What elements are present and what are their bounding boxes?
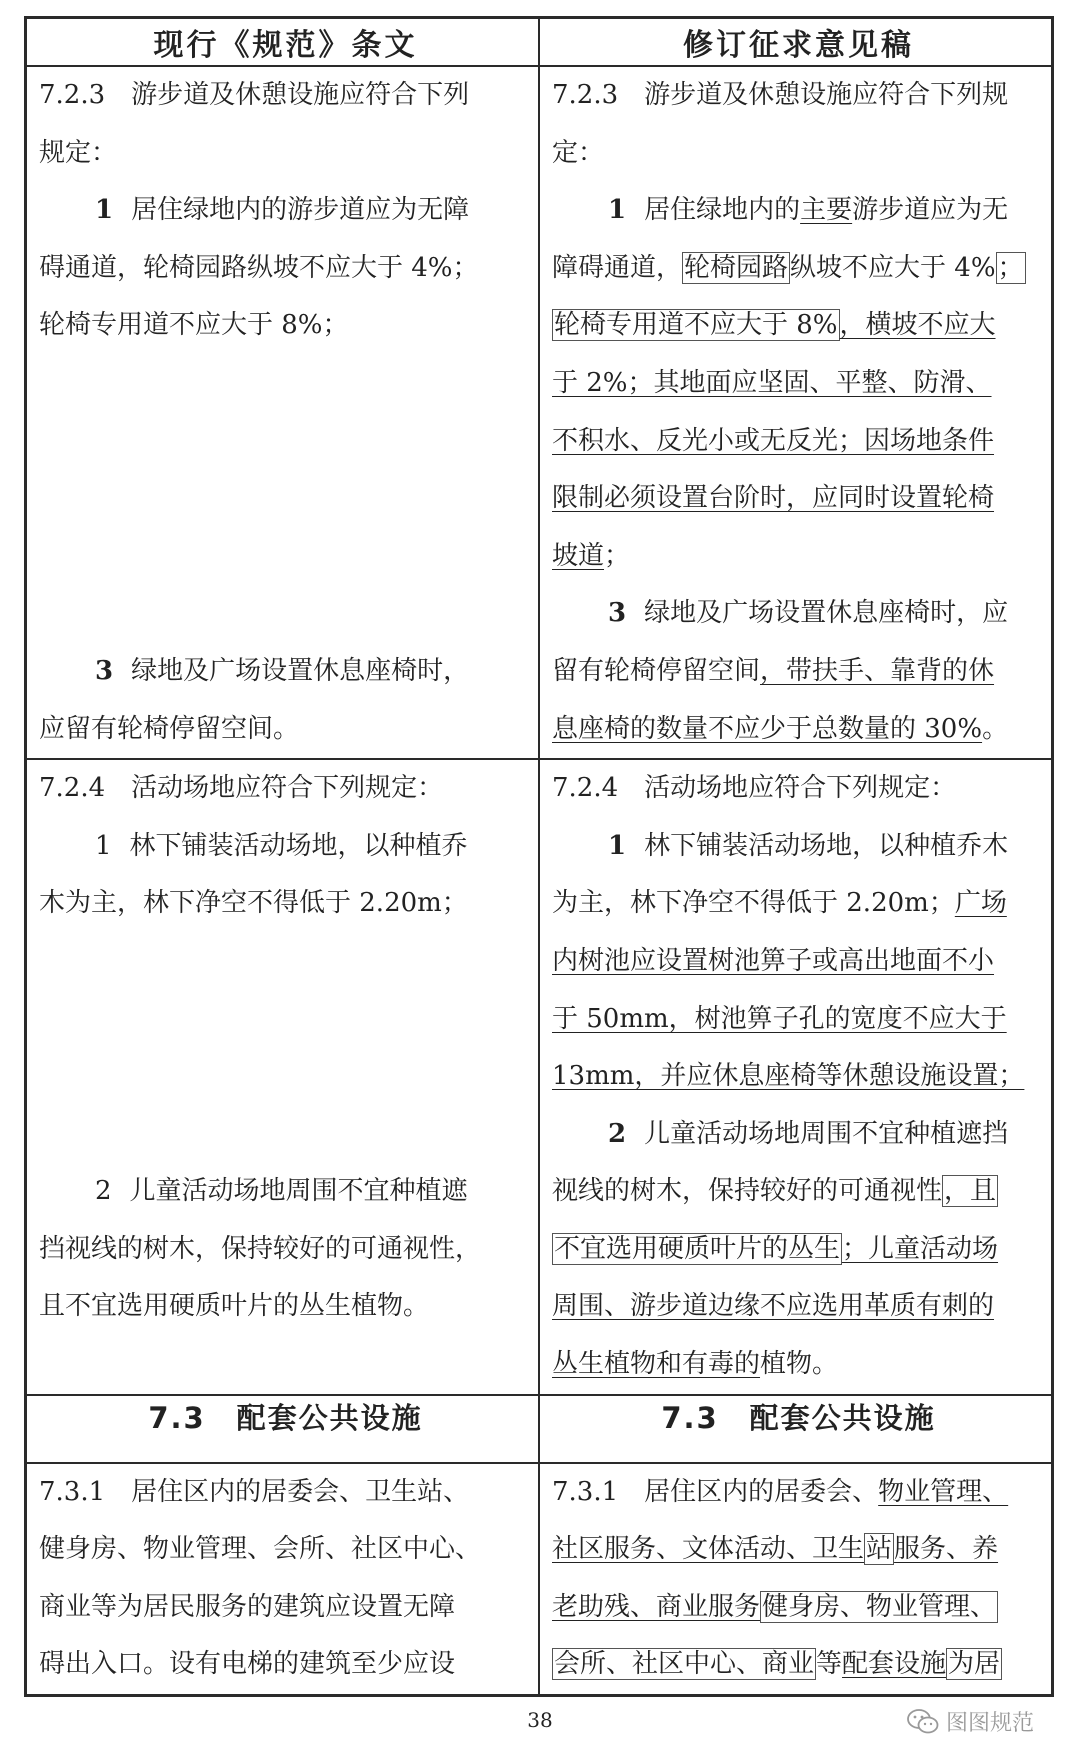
clause-line: 健身房、物业管理、会所、社区中心、 (39, 1534, 482, 1565)
clause-line: 为主，林下净空不得低于 2.20m；广场 (552, 888, 1007, 919)
clause-line: 轮椅专用道不应大于 8%； (39, 310, 349, 341)
watermark-text: 图图规范 (946, 1711, 1035, 1736)
clause-item: 3 绿地及广场设置休息座椅时，应 (608, 598, 1009, 629)
table-row (26, 66, 1053, 759)
clause-item: 1 居住绿地内的游步道应为无障 (95, 195, 470, 226)
clause-item: 1 林下铺装活动场地，以种植乔木 (608, 830, 1009, 861)
clause-item: 2 儿童活动场地周围不宜种植遮 (95, 1176, 468, 1207)
clause-line: 7.2.4 活动场地应符合下列规定： (39, 773, 444, 804)
added-text: 服务、养 (894, 1534, 999, 1565)
added-text: ，横坡不应大 (839, 310, 996, 341)
clause-line: 碍出入口。设有电梯的建筑至少应设 (39, 1649, 456, 1680)
clause-line: 7.3.1 居住区内的居委会、卫生站、 (39, 1476, 470, 1507)
clause-line: 商业等为居民服务的建筑应设置无障 (39, 1591, 456, 1622)
clause-731-revised (539, 1463, 1053, 1696)
clause-line (552, 991, 1045, 1049)
boxed-text: ，且 (944, 1176, 997, 1207)
clause-item: 1 林下铺装活动场地，以种植乔 (95, 830, 468, 861)
item-number: 1 (95, 830, 112, 861)
watermark (906, 1706, 1034, 1737)
item-number: 1 (608, 830, 627, 861)
clause-line: 留有轮椅停留空间，带扶手、靠背的休 (552, 655, 995, 686)
added-text: 周围、游步道边缘不应选用革质有刺的 (552, 1291, 995, 1322)
wechat-icon (906, 1708, 940, 1736)
clause-line (552, 1048, 1045, 1106)
clause-line (552, 413, 1045, 471)
boxed-text: 为居 (948, 1649, 1001, 1680)
page-number: 38 (527, 1708, 553, 1732)
clause-item: 3 绿地及广场设置休息座椅时， (95, 655, 470, 686)
added-text: 于 2%；其地面应坚固、平整、防滑、 (552, 367, 992, 398)
clause-line (552, 470, 1045, 528)
added-text: 坡道 (552, 540, 605, 571)
clause-line: 挡视线的树木，保持较好的可通视性， (39, 1233, 482, 1264)
clause-line: 碍通道，轮椅园路纵坡不应大于 4%； (39, 252, 479, 283)
section-heading-row (26, 1395, 1053, 1463)
item-number: 2 (608, 1118, 627, 1149)
boxed-text: ； (997, 252, 1024, 283)
clause-line: 视线的树木，保持较好的可通视性，且 (552, 1176, 997, 1207)
clause-line: 7.2.3 游步道及休憩设施应符合下列规 (552, 80, 1009, 110)
clause-line: 且不宜选用硬质叶片的丛生植物。 (39, 1291, 430, 1322)
boxed-text: 站 (866, 1534, 893, 1565)
clause-line: 7.2.3 游步道及休憩设施应符合下列 (39, 80, 470, 110)
added-text: 主要 (800, 195, 853, 226)
clause-line (552, 1278, 1045, 1336)
added-text: 内树池应设置树池箅子或高出地面不小 (552, 945, 995, 976)
clause-item: 1 居住绿地内的主要游步道应为无 (608, 195, 1009, 226)
added-text: 息座椅的数量不应少于总数量的 30% (552, 713, 983, 744)
clause-line: 会所、社区中心、商业等配套设施为居 (554, 1649, 1001, 1680)
clause-line (552, 355, 1045, 413)
header-row (26, 18, 1053, 67)
clause-line (552, 933, 1045, 991)
clause-item: 2 儿童活动场地周围不宜种植遮挡 (608, 1118, 1009, 1149)
clause-line: 障碍通道，轮椅园路纵坡不应大于 4%； (552, 252, 1024, 283)
added-text: 广场 (954, 888, 1007, 919)
item-number: 3 (95, 655, 114, 686)
header-revised-draft: 修订征求意见稿 (539, 18, 1053, 67)
clause-line (552, 297, 1045, 355)
comparison-table (24, 16, 1054, 1697)
clause-724-revised (539, 759, 1053, 1395)
clause-723-current (26, 66, 540, 759)
item-number: 1 (608, 195, 627, 226)
section-title-current: 7.3 配套公共设施 (26, 1395, 540, 1463)
clause-724-current (26, 759, 540, 1395)
added-text: 限制必须设置台阶时，应同时设置轮椅 (552, 483, 995, 514)
clause-731-current (26, 1463, 540, 1696)
clause-line: 7.3.1 居住区内的居委会、物业管理、 (552, 1476, 1009, 1507)
boxed-text: 不宜选用硬质叶片的丛生 (554, 1233, 841, 1264)
added-text: 于 50mm，树池箅子孔的宽度不应大于 (552, 1003, 1007, 1034)
clause-723-revised (539, 66, 1053, 759)
boxed-text: 会所、社区中心、商业 (554, 1649, 815, 1680)
header-current-code: 现行《规范》条文 (26, 18, 540, 67)
added-text: ，带扶手、靠背的休 (760, 655, 995, 686)
boxed-text: 健身房、物业管理、 (762, 1591, 997, 1622)
boxed-text: 轮椅园路 (684, 252, 789, 283)
added-text: 社区服务、文体活动、卫生 (552, 1534, 865, 1565)
clause-line: 应留有轮椅停留空间。 (39, 713, 300, 744)
item-number: 2 (95, 1176, 112, 1207)
clause-line: 规定： (39, 137, 118, 168)
added-text: 老助残、商业服务 (552, 1591, 761, 1622)
clause-line: 坡道； (552, 540, 631, 571)
document-page (24, 16, 1054, 1697)
table-row (26, 759, 1053, 1395)
section-title-revised: 7.3 配套公共设施 (539, 1395, 1053, 1463)
clause-line: 息座椅的数量不应少于总数量的 30%。 (552, 713, 1009, 744)
clause-line (552, 1521, 1045, 1579)
boxed-text: 轮椅专用道不应大于 8% (554, 310, 838, 341)
clause-line (552, 1221, 1045, 1279)
added-text: 不积水、反光小或无反光；因场地条件 (552, 425, 995, 456)
added-text: 丛生植物和有毒的 (552, 1349, 761, 1380)
added-text: 13mm，并应休息座椅等休憩设施设置； (552, 1061, 1025, 1092)
item-number: 1 (95, 195, 114, 226)
table-row (26, 1463, 1053, 1696)
added-text: 物业管理、 (878, 1476, 1009, 1507)
clause-line: 木为主，林下净空不得低于 2.20m； (39, 888, 468, 919)
clause-line (552, 1579, 1045, 1637)
item-number: 3 (608, 598, 627, 629)
added-text: ；儿童活动场 (842, 1233, 999, 1264)
clause-line: 定： (552, 137, 605, 168)
clause-line: 丛生植物和有毒的植物。 (552, 1349, 839, 1380)
added-text: 配套设施 (842, 1649, 947, 1680)
clause-line: 7.2.4 活动场地应符合下列规定： (552, 773, 957, 804)
